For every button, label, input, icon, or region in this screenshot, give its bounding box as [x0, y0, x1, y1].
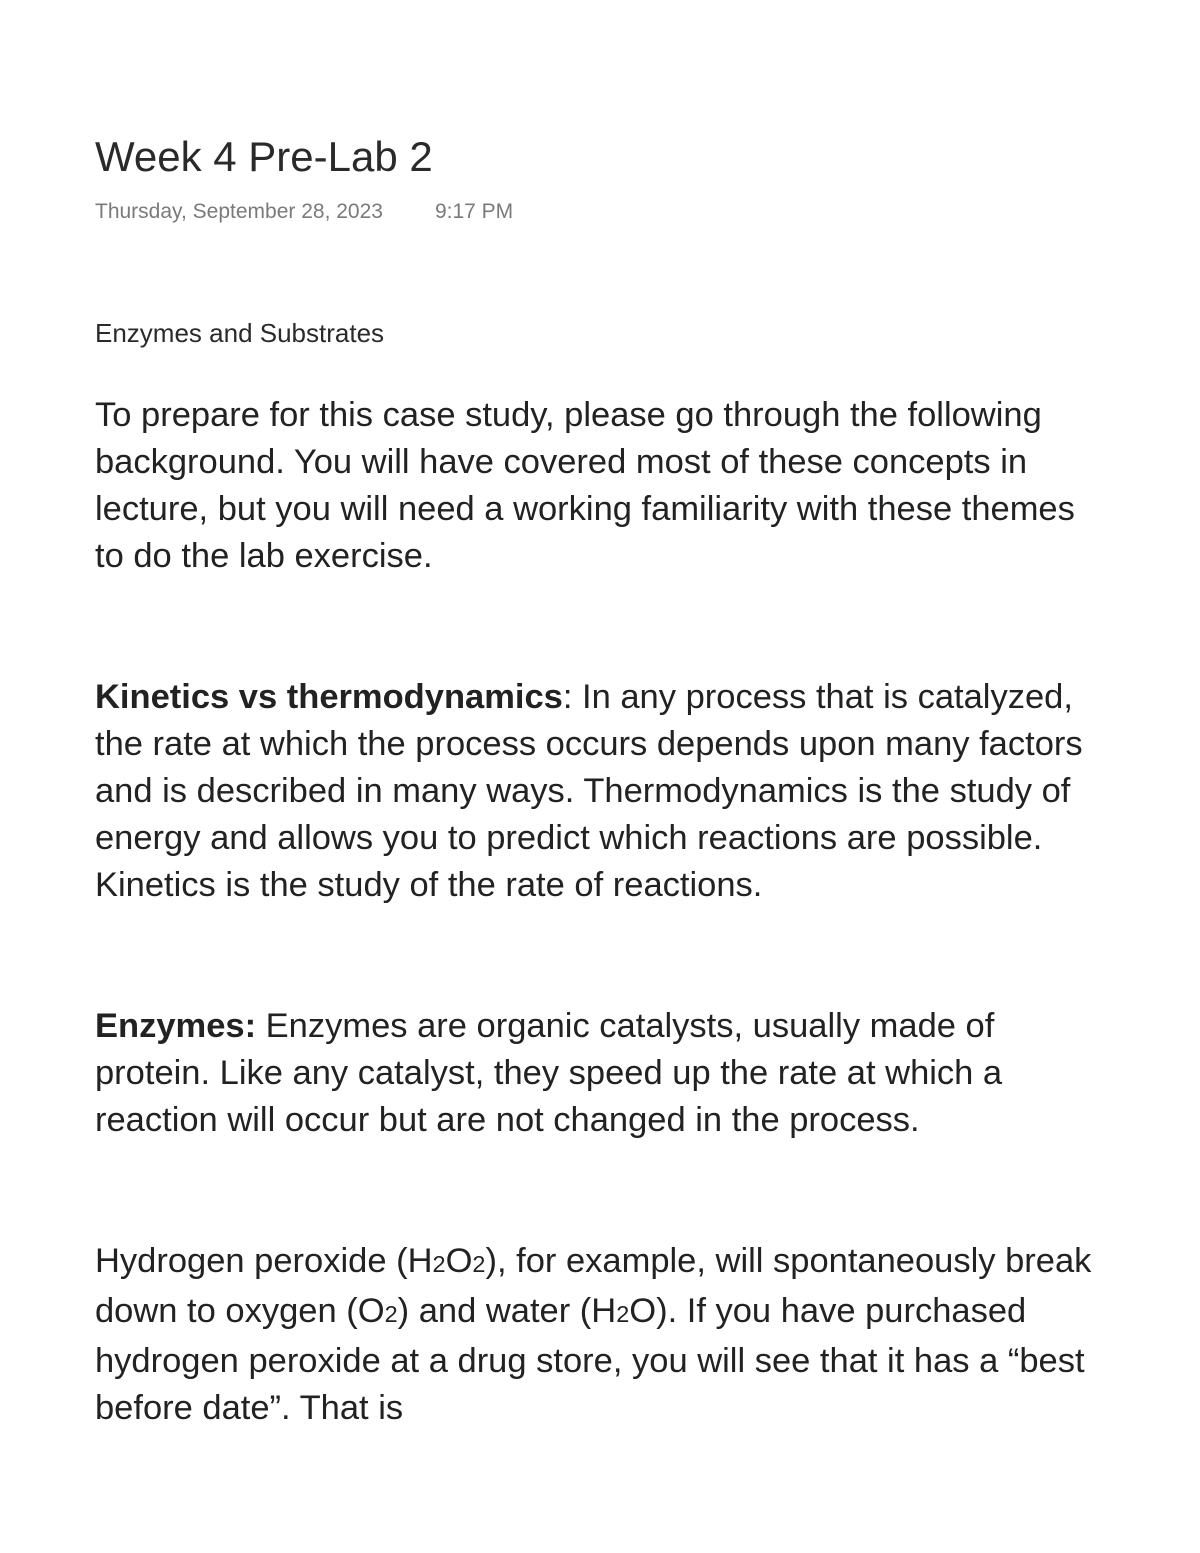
- subscript: 2: [384, 1301, 398, 1327]
- peroxide-text-5: O). If you have purchased hydrogen peroxide at a drug store, you will see that it has a “best before date”. That is: [95, 1292, 1085, 1427]
- page-date: Thursday, September 28, 2023: [95, 200, 383, 223]
- kinetics-paragraph: [95, 674, 1105, 909]
- peroxide-text-4: ) and water (H: [397, 1292, 617, 1330]
- enzymes-text: Enzymes are organic catalysts, usually made of protein. Like any catalyst, they speed up the rate at which a reaction will occur but are not changed in the process.: [95, 1007, 1003, 1139]
- enzymes-paragraph: [95, 1003, 1105, 1144]
- enzymes-term: Enzymes:: [95, 1007, 257, 1045]
- page-time: 9:17 PM: [434, 200, 514, 223]
- page-title: Week 4 Pre-Lab 2: [95, 133, 433, 180]
- subscript: 2: [616, 1301, 630, 1327]
- kinetics-text: : In any process that is catalyzed, the rate at which the process occurs depends upon many factors and is described in many ways. Thermodynamics is the study of energy and allows you to predict which reactions are possible. Kinetics is the study of the rate of reactions.: [95, 678, 1083, 904]
- subscript: 2: [472, 1251, 486, 1277]
- peroxide-paragraph: [95, 1238, 1105, 1432]
- page-meta: [95, 200, 513, 224]
- peroxide-text-2: O: [445, 1242, 473, 1280]
- paragraph-spacer: [95, 580, 1105, 674]
- kinetics-term: Kinetics vs thermodynamics: [95, 678, 563, 716]
- section-subheading: Enzymes and Substrates: [95, 318, 385, 348]
- intro-paragraph: To prepare for this case study, please go through the following background. You will have covered most of these concepts in lecture, but you will need a working familiarity with these themes to do the lab exercise.: [95, 396, 1075, 575]
- peroxide-text-1: Hydrogen peroxide (H: [95, 1242, 433, 1280]
- paragraph-spacer: [95, 909, 1105, 1003]
- note-body: [95, 392, 1105, 1432]
- paragraph-spacer: [95, 1144, 1105, 1238]
- subscript: 2: [432, 1251, 446, 1277]
- peroxide-text-3: ), for example, will spontaneously break down to oxygen (O: [95, 1242, 1092, 1330]
